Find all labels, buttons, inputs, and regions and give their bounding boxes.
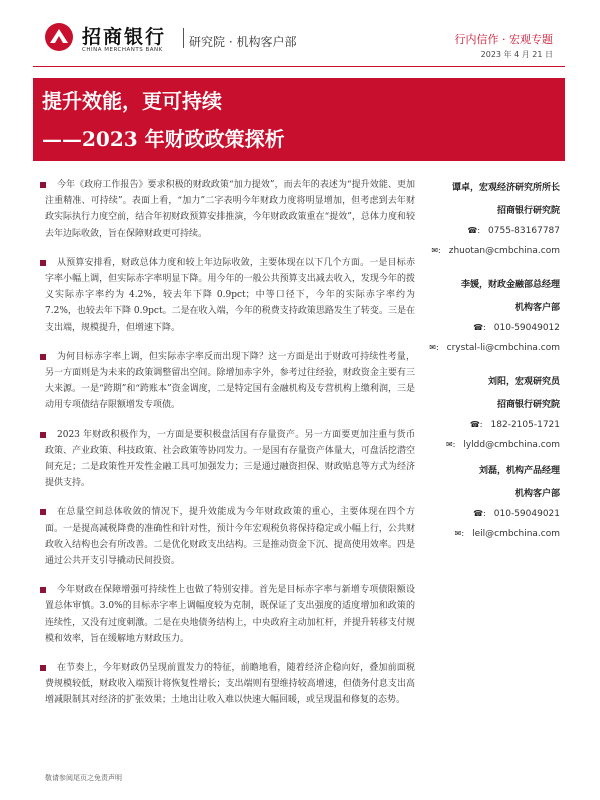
disclaimer-note: 敬请参阅尾页之免责声明	[45, 774, 122, 782]
header-rule	[33, 66, 565, 67]
email-icon: ✉:	[445, 440, 456, 449]
analyst-org: 机构客户部	[514, 489, 560, 499]
phone-icon: ☎:	[469, 420, 483, 429]
report-tag: 行内信作 · 宏观专题	[454, 33, 553, 46]
email-icon: ✉:	[429, 343, 439, 352]
phone-icon: ☎:	[473, 509, 486, 518]
summary-paragraph: 从预算安排看，财政总体力度和较上年边际收敛，主要体现在以下几个方面。一是目标赤字率小幅上调，但实际赤字率明显下降。用今年的一般公共预算支出减去收入，发现今年的拨义实际赤字率约为 4.2%，较去年下降 0.9pct；中等口径下，今年的实际赤字率约为 7.2%，也较去年下降 0.9pct。二是在收入端，今年的税费支持政策思路发生了转变。三是在支出端，规模提升，但增速下降。	[45, 255, 415, 336]
summary-paragraph: 今年《政府工作报告》要求积极的财政政策“加力提效”，而去年的表述为“提升效能、更加注重精准、可持续”。表面上看，“加力”二字表明今年财政力度将明显增加，但考虑到去年财政实际执行力度空前，结合年初财政预算安排推演，今年财政政策重在“提效”，总体力度和较去年边际收敛，旨在保障财政更可持续。	[45, 177, 415, 242]
title-banner	[33, 78, 565, 161]
analyst-email[interactable]: ✉: lyldd@cmbchina.com	[445, 440, 560, 450]
square-bullet-icon	[40, 587, 46, 593]
square-bullet-icon	[40, 354, 46, 360]
phone-icon: ☎:	[467, 226, 481, 235]
email-icon: ✉:	[431, 246, 441, 255]
summary-paragraph: 2023 年财政积极作为，一方面是要积极盘活国有存量资产。另一方面要更加注重与货币政策、产业政策、科技政策、社会政策等协同发力。一是国有存量资产体量大，可盘活挖潜空间充足；二是政策性开发性金融工具可加强发力；三是通过融资担保、财政贴息等方式为经济提供支持。	[45, 427, 415, 492]
analyst-email[interactable]: ✉: leil@cmbchina.com	[454, 529, 560, 539]
analyst-phone: ☎: 010-59049012	[473, 323, 560, 333]
analyst-card	[410, 180, 560, 256]
square-bullet-icon	[40, 260, 46, 266]
analyst-email[interactable]: ✉: crystal-li@cmbchina.com	[429, 343, 560, 353]
square-bullet-icon	[40, 432, 46, 438]
page-header	[0, 0, 600, 70]
phone-icon: ☎:	[473, 323, 486, 332]
square-bullet-icon	[40, 665, 46, 671]
report-date: 2023 年 4 月 21 日	[480, 50, 553, 59]
bank-name: 招商银行	[82, 26, 167, 48]
square-bullet-icon	[40, 182, 46, 188]
analyst-name: 李媛，财政金融部总经理	[460, 280, 560, 290]
cmb-logo-icon	[44, 22, 74, 52]
summary-body	[45, 177, 415, 709]
analyst-org: 招商银行研究院	[496, 206, 560, 216]
summary-paragraph: 今年财政在保障增强可持续性上也做了特别安排。首先是目标赤字率与新增专项债限额设置总体审慎。3.0%的目标赤字率上调幅度较为克制，既保证了支出强度的适度增加和政策的连续性，又没有过度刺激。二是在央地债务结构上，中央政府主动加杠杆，并提升转移支付规模和效率，旨在缓解地方财政压力。	[45, 582, 415, 647]
report-subtitle: ——2023 年财政政策探析	[42, 127, 285, 151]
department: 研究院 · 机构客户部	[189, 35, 297, 49]
summary-paragraph: 在节奏上，今年财政仍呈现前置发力的特征，前瞻地看，随着经济企稳向好，叠加前面税费规模较低，财政收入端预计将恢复性增长；支出端则有望维持较高增速，但债务付息支出高增减限制其对经济的扩张效果；土地出让收入难以快速大幅回暖，或呈现温和修复的态势。	[45, 660, 415, 709]
analyst-org: 招商银行研究院	[496, 400, 560, 410]
analyst-name: 刘阳，宏观研究员	[487, 377, 560, 387]
summary-paragraph: 在总量空间总体收敛的情况下，提升效能成为今年财政政策的重心，主要体现在四个方面。一是提高减税降费的准确性和针对性，预计今年宏观税负将保持稳定或小幅上行，公共财政收入结构也会有所改善。二是优化财政支出结构。三是推动资金下沉、提高使用效率。四是通过公共开支引导撬动民间投资。	[45, 504, 415, 569]
analyst-phone: ☎: 182-2105-1721	[469, 420, 560, 430]
analyst-org: 机构客户部	[514, 303, 560, 313]
analyst-email[interactable]: ✉: zhuotan@cmbchina.com	[431, 246, 560, 256]
email-icon: ✉:	[454, 529, 465, 538]
analyst-card	[410, 374, 560, 450]
bank-name-en: CHINA MERCHANTS BANK	[82, 47, 163, 53]
analyst-phone: ☎: 0755-83167787	[467, 226, 560, 236]
square-bullet-icon	[40, 509, 46, 515]
analyst-card	[410, 463, 560, 539]
header-divider	[183, 28, 184, 48]
analyst-name: 谭卓，宏观经济研究所所长	[451, 183, 560, 193]
analyst-card	[410, 277, 560, 353]
report-title: 提升效能，更可持续	[42, 89, 222, 113]
analyst-name: 刘磊，机构产品经理	[478, 466, 560, 476]
summary-paragraph: 为何目标赤字率上调，但实际赤字率反而出现下降？这一方面是出于财政可持续性考量，另一方面则是为未来的政策调整留出空间。除增加赤字外，参考过往经验，财政资金主要有三大来源。一是“跨期”和“跨账本”资金调度，二是特定国有金融机构及专营机构上缴利润，三是动用专项债结存限额增发专项债。	[45, 349, 415, 414]
analyst-phone: ☎: 010-59049021	[473, 509, 560, 519]
